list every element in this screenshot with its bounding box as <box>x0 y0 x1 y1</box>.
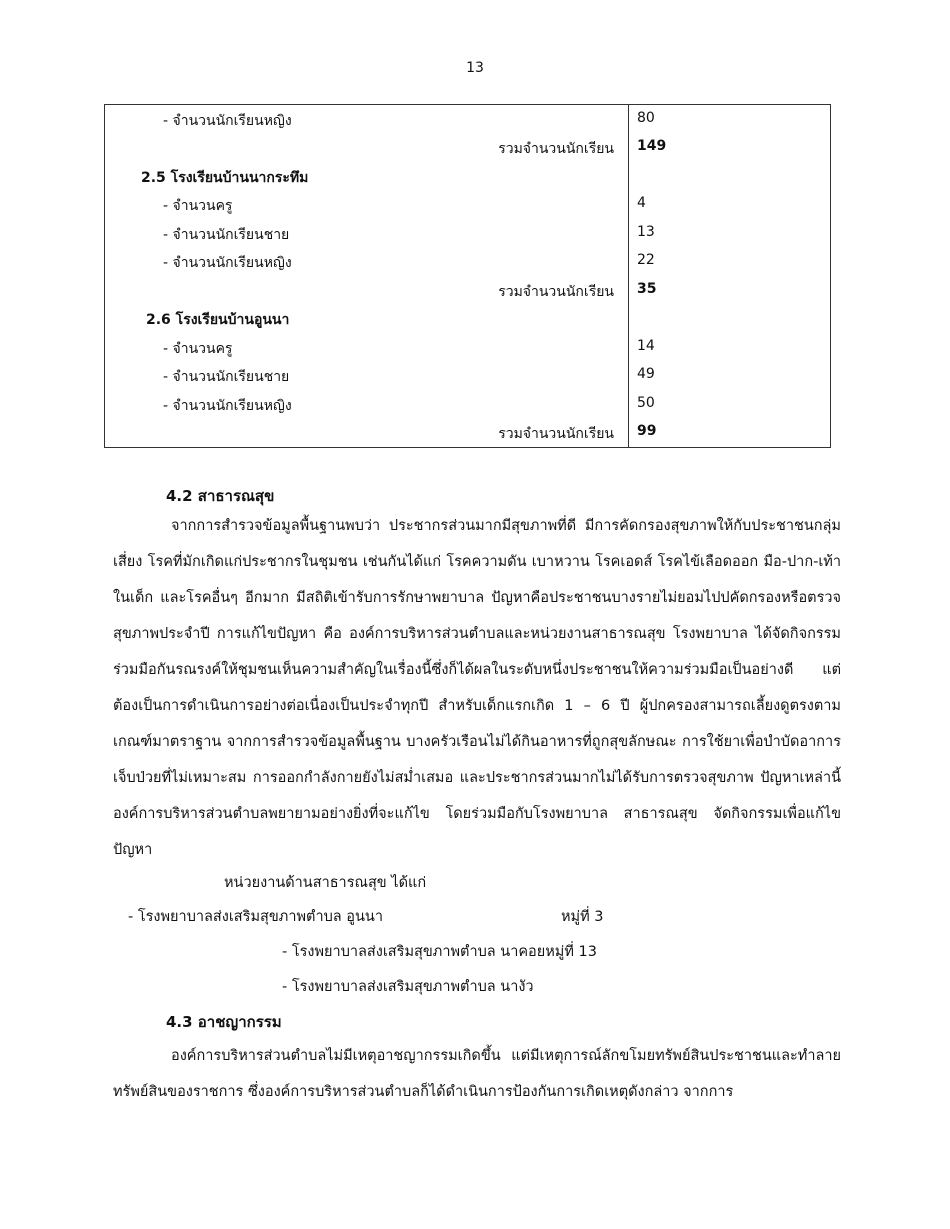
public-health-paragraph-text: จากการสำรวจข้อมูลพื้นฐานพบว่า ประชากรส่วนมากมีสุขภาพที่ดี มีการคัดกรองสุขภาพให้กับประชาชนกลุ่มเสี่ยง โรคที่มักเกิดแก่ประชากรในชุมชน เช่นกันได้แก่ โรคความดัน เบาหวาน โรคเอดส์ โรคไข้เลือดออก มือ-ปาก-เท้าในเด็ก และโรคอื่นๆ อีกมาก มีสถิติเข้ารับการรักษาพยาบาล ปัญหาคือประชาชนบางรายไม่ยอมไปปคัดกรองหรือตรวจสุขภาพประจำปี การแก้ไขปัญหา คือ องค์การบริหารส่วนตำบลและหน่วยงานสาธารณสุข โรงพยาบาล ได้จัดกิจกรรมร่วมมือกันรณรงค์ให้ชุมชนเห็นความสำคัญในเรื่องนี้ซึ่งก็ได้ผลในระดับหนึ่งประชาชนให้ความร่วมมือเป็นอย่างดี แต่ต้องเป็นการดำเนินการอย่างต่อเนื่องเป็นประจำทุกปี สำหรับเด็กแรกเกิด 1 – 6 ปี ผู้ปกครองสามารถเลี้ยงดูตรงตามเกณฑ์มาตราฐาน จากการสำรวจข้อมูลพื้นฐาน บางครัวเรือนไม่ได้กินอาหารที่ถูกสุขลักษณะ การใช้ยาเพื่อบำบัดอาการเจ็บป่วยที่ไม่เหมาะสม การออกกำลังกายยังไม่สม่ำเสมอ และประชากรส่วนมากไม่ได้รับการตรวจสุขภาพ ปัญหาเหล่านี้องค์การบริหารส่วนตำบลพยายามอย่างยิ่งที่จะแก้ไข โดยร่วมมือกับโรงพยาบาล สาธารณสุข จัดกิจกรรมเพื่อแก้ไขปัญหา <box>113 518 841 858</box>
row-label: - จำนวนนักเรียนหญิง <box>163 113 292 129</box>
agency-item-unna: - โรงพยาบาลส่งเสริมสุขภาพตำบล อูนนา <box>128 909 383 925</box>
row-label: - จำนวนนักเรียนชาย <box>163 369 290 385</box>
row-label: - จำนวนครู <box>163 198 233 214</box>
table-row <box>105 219 830 247</box>
row-label: - จำนวนนักเรียนหญิง <box>163 255 292 271</box>
row-label: - จำนวนนักเรียนหญิง <box>163 398 292 414</box>
table-row <box>105 105 830 133</box>
table-row <box>105 333 830 361</box>
row-value: 149 <box>637 138 667 154</box>
table-row <box>105 190 830 218</box>
row-value: 35 <box>637 281 657 297</box>
table-row <box>105 133 830 161</box>
row-label: - จำนวนนักเรียนชาย <box>163 227 290 243</box>
section-heading-public-health: 4.2 สาธารณสุข <box>166 487 275 505</box>
row-value: 99 <box>637 423 657 439</box>
row-value: 80 <box>637 110 655 126</box>
table-row <box>105 418 830 446</box>
table-row <box>105 162 830 190</box>
agency-item-nakoi: - โรงพยาบาลส่งเสริมสุขภาพตำบล นาคอยหมู่ที่ 13 <box>282 944 597 960</box>
row-value: 13 <box>637 224 655 240</box>
table-row <box>105 390 830 418</box>
row-value: 22 <box>637 252 655 268</box>
agency-item-nangua: - โรงพยาบาลส่งเสริมสุขภาพตำบล นางัว <box>282 979 534 995</box>
row-label: รวมจำนวนนักเรียน <box>498 426 614 442</box>
row-label: รวมจำนวนนักเรียน <box>498 141 614 157</box>
school-heading: 2.5 โรงเรียนบ้านนากระทึม <box>141 170 309 186</box>
row-label: รวมจำนวนนักเรียน <box>498 284 614 300</box>
section-heading-crime: 4.3 อาชญากรรม <box>166 1013 282 1031</box>
public-health-paragraph <box>113 508 841 868</box>
school-statistics-table <box>104 104 831 448</box>
crime-paragraph-text: องค์การบริหารส่วนตำบลไม่มีเหตุอาชญากรรมเกิดขึ้น แต่มีเหตุการณ์ลักขโมยทรัพย์สินประชาชนและทำลายทรัพย์สินของราชการ ซึ่งองค์การบริหารส่วนตำบลก็ได้ดำเนินการป้องกันการเกิดเหตุดังกล่าว จากการ <box>113 1048 841 1100</box>
agencies-intro: หน่วยงานด้านสาธารณสุข ได้แก่ <box>224 875 427 891</box>
crime-paragraph <box>113 1038 841 1110</box>
page-number: 13 <box>466 60 484 76</box>
row-label: - จำนวนครู <box>163 341 233 357</box>
school-heading: 2.6 โรงเรียนบ้านอูนนา <box>146 312 290 328</box>
row-value: 4 <box>637 195 646 211</box>
agency-item-unna-village: หมู่ที่ 3 <box>561 909 604 925</box>
table-row <box>105 276 830 304</box>
table-row <box>105 247 830 275</box>
row-value: 50 <box>637 395 655 411</box>
table-row <box>105 304 830 332</box>
row-value: 14 <box>637 338 655 354</box>
row-value: 49 <box>637 366 655 382</box>
table-row <box>105 361 830 389</box>
